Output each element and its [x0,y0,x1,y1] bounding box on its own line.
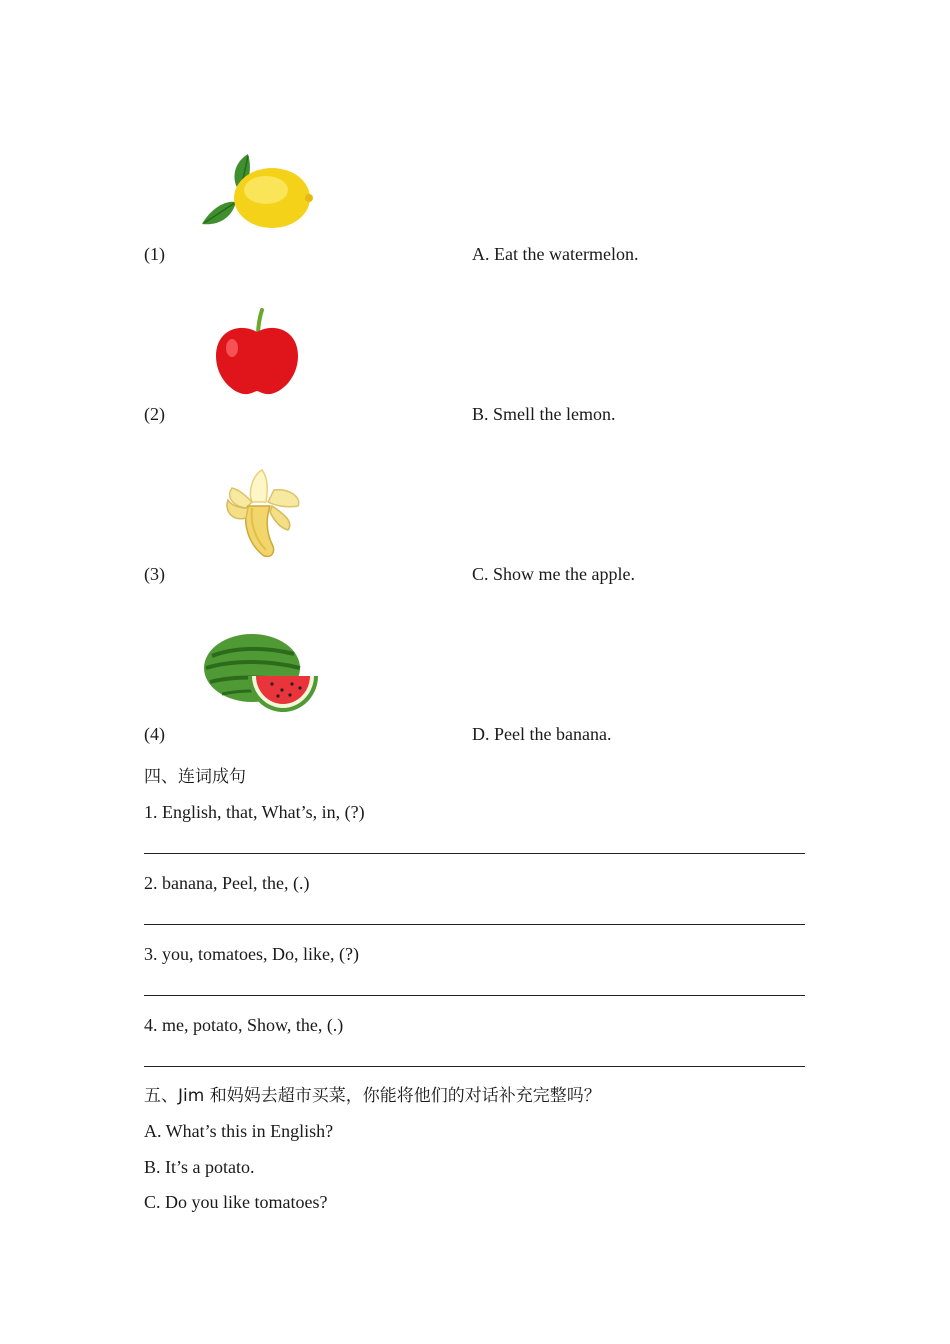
apple-icon [212,308,302,398]
section4-question-3: 3. you, tomatoes, Do, like, (?) [144,944,359,964]
answer-line-3[interactable] [144,995,805,996]
section5-option-b: B. It’s a potato. [144,1157,255,1177]
match-item-4-number: (4) [144,724,165,744]
section5-option-a: A. What’s this in English? [144,1121,334,1141]
section4-question-1: 1. English, that, What’s, in, (?) [144,802,365,822]
answer-line-1[interactable] [144,853,805,854]
watermelon-icon [202,630,322,714]
section5-heading: 五、Jim 和妈妈去超市买菜，你能将他们的对话补充完整吗？ [144,1086,601,1106]
lemon-icon [196,150,316,232]
match-option-c: C. Show me the apple. [472,564,635,584]
answer-line-2[interactable] [144,924,805,925]
banana-icon [222,466,304,560]
match-item-1-number: (1) [144,244,165,264]
section4-heading: 四、连词成句 [144,767,246,787]
section4-question-2: 2. banana, Peel, the, (.) [144,873,310,893]
section4-question-4: 4. me, potato, Show, the, (.) [144,1015,344,1035]
section5-option-c: C. Do you like tomatoes? [144,1192,328,1212]
match-item-2-number: (2) [144,404,165,424]
answer-line-4[interactable] [144,1066,805,1067]
match-option-b: B. Smell the lemon. [472,404,616,424]
match-option-d: D. Peel the banana. [472,724,612,744]
match-option-a: A. Eat the watermelon. [472,244,639,264]
match-item-3-number: (3) [144,564,165,584]
